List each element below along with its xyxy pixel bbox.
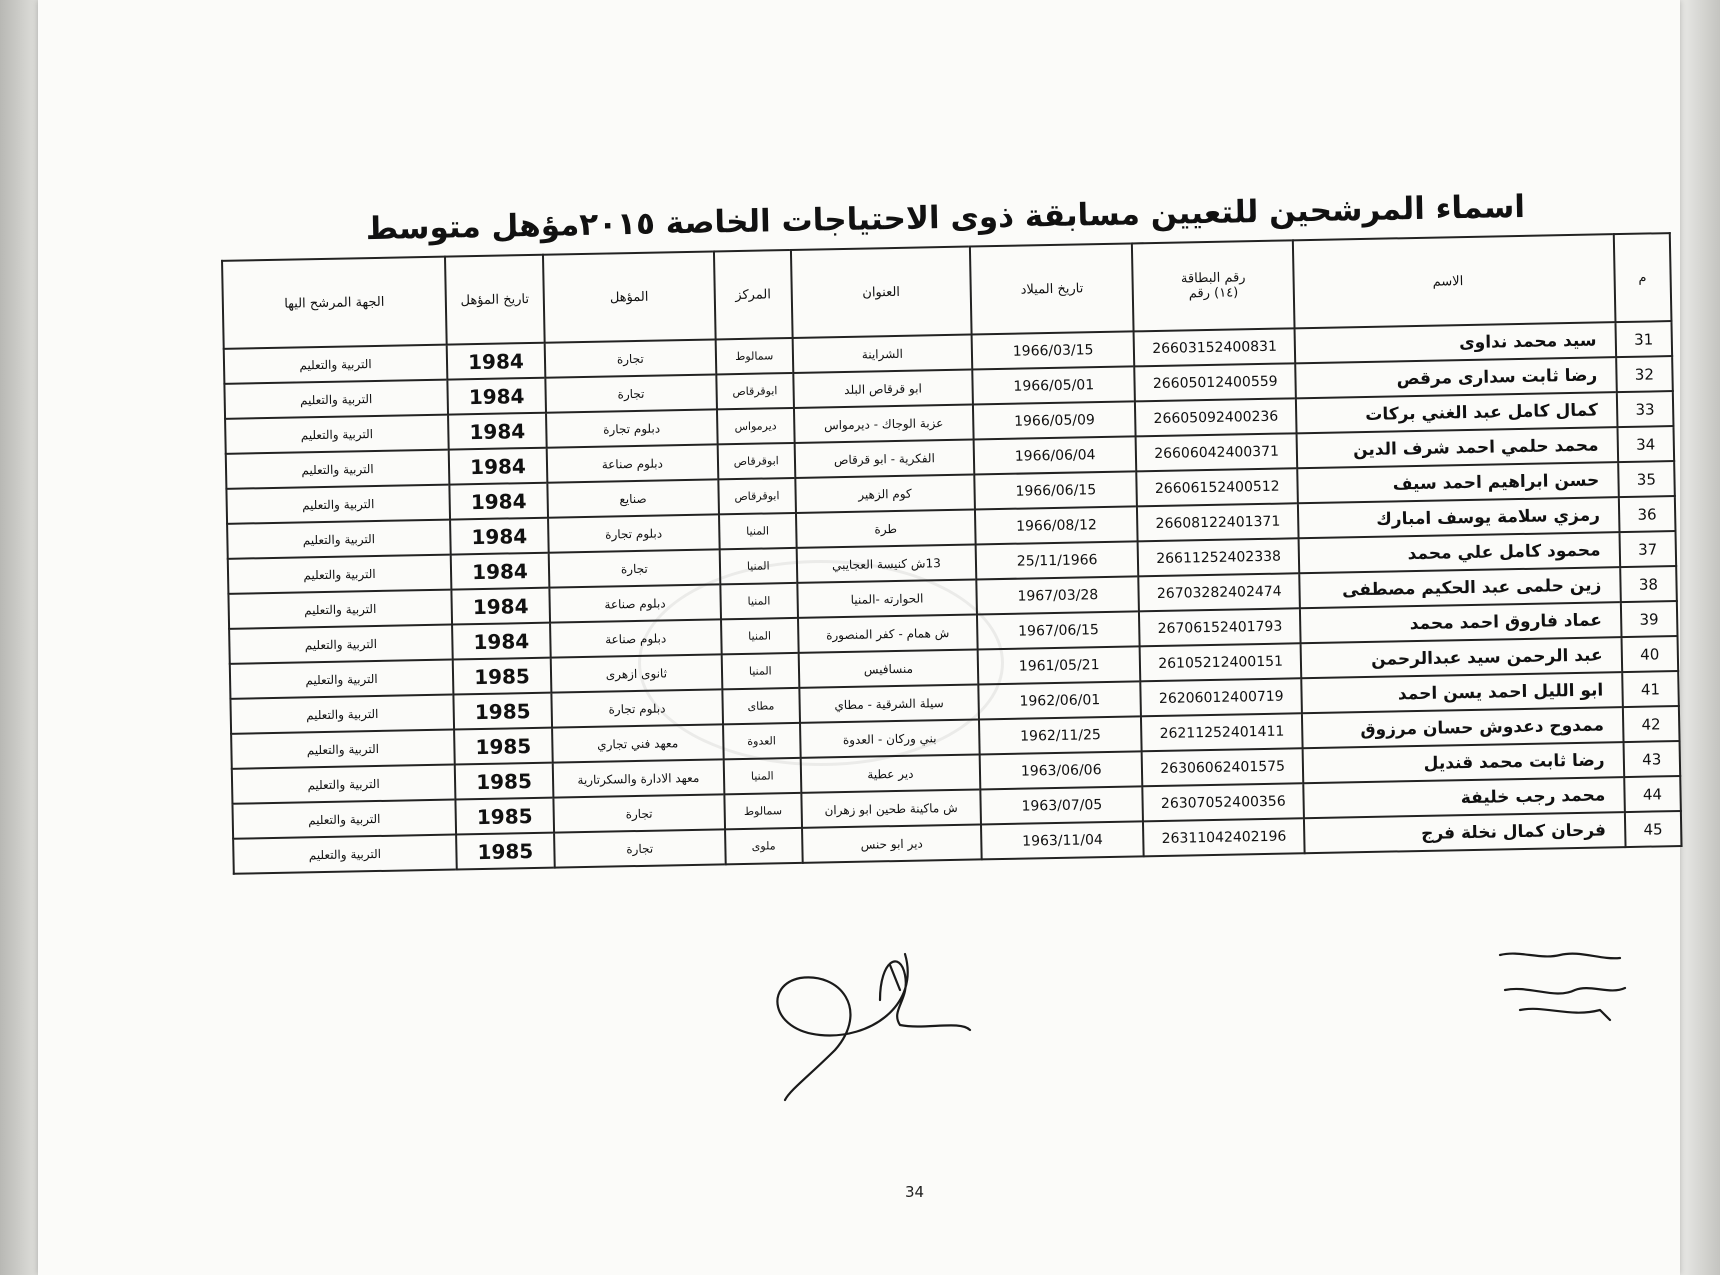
cell-qualification-year: 1984 (450, 518, 549, 555)
cell-qualification: دبلوم تجارة (548, 514, 719, 552)
cell-qualification: تجارة (545, 339, 716, 377)
cell-birth-date: 1966/05/01 (972, 366, 1135, 404)
header-destination: الجهة المرشح اليها (222, 257, 447, 349)
cell-serial: 32 (1616, 356, 1673, 392)
cell-qualification: دبلوم صناعة (547, 444, 718, 482)
cell-name: محمد حلمي احمد شرف الدين (1296, 427, 1617, 468)
cell-name: رضا ثابت محمد قنديل (1302, 742, 1623, 783)
header-id-line1: رقم البطاقة (1180, 270, 1246, 287)
cell-name: حسن ابراهيم احمد سيف (1297, 462, 1618, 503)
scan-border-right (1680, 0, 1720, 1275)
cell-address: ابو قرقاص البلد (793, 370, 973, 408)
cell-id-number: 26603152400831 (1134, 328, 1295, 366)
cell-address: بني وركان - العدوة (800, 719, 980, 757)
cell-serial: 39 (1621, 601, 1678, 637)
cell-destination: التربية والتعليم (232, 765, 456, 804)
cell-birth-date: 25/11/1966 (976, 541, 1139, 579)
cell-address: دير ابو حنس (802, 824, 982, 862)
header-qualification-date: تاريخ المؤهل (445, 255, 545, 345)
page-number: 34 (905, 1183, 925, 1201)
cell-qualification: صنايع (547, 479, 718, 517)
cell-center: سمالوط (715, 338, 793, 374)
cell-qualification-year: 1985 (456, 833, 555, 870)
cell-serial: 41 (1622, 671, 1679, 707)
cell-destination: التربية والتعليم (228, 555, 452, 594)
cell-destination: التربية والتعليم (233, 835, 457, 874)
header-id-number (1132, 240, 1294, 331)
cell-center: ملوى (725, 828, 803, 864)
header-center: المركز (714, 250, 793, 339)
cell-id-number: 26608122401371 (1137, 503, 1298, 541)
cell-address: دير عطية (800, 754, 980, 792)
cell-birth-date: 1962/06/01 (978, 681, 1141, 719)
cell-qualification-year: 1984 (447, 378, 546, 415)
cell-center: المنيا (723, 758, 801, 794)
cell-qualification: دبلوم تجارة (551, 689, 722, 727)
candidates-table (221, 232, 1683, 875)
cell-address: منسافيس (798, 649, 978, 687)
cell-birth-date: 1963/11/04 (981, 821, 1144, 859)
cell-address: الحوارته -المنيا (797, 579, 977, 617)
cell-birth-date: 1967/03/28 (976, 576, 1139, 614)
cell-address: الشراينة (792, 335, 972, 373)
cell-id-number: 26306062401575 (1142, 748, 1303, 786)
cell-address: الفكرية - ابو قرقاص (794, 439, 974, 477)
cell-birth-date: 1961/05/21 (978, 646, 1141, 684)
document-content (220, 186, 1682, 875)
cell-serial: 35 (1618, 461, 1675, 497)
cell-serial: 37 (1619, 531, 1676, 567)
cell-name: عماد فاروق احمد محمد (1300, 602, 1621, 643)
cell-id-number: 26703282402474 (1139, 573, 1300, 611)
cell-id-number: 26605012400559 (1135, 363, 1296, 401)
cell-center: ابوقرقاص (717, 443, 795, 479)
cell-name: سيد محمد نداوى (1294, 322, 1615, 363)
cell-qualification-year: 1984 (452, 623, 551, 660)
cell-name: كمال كامل عبد الغني بركات (1296, 392, 1617, 433)
cell-qualification: تجارة (545, 374, 716, 412)
cell-qualification-year: 1984 (451, 553, 550, 590)
cell-qualification: دبلوم صناعة (549, 584, 720, 622)
cell-qualification-year: 1984 (449, 448, 548, 485)
header-qualification: المؤهل (543, 251, 715, 342)
header-serial: م (1614, 233, 1672, 322)
cell-name: محمد رجب خليفة (1303, 777, 1624, 818)
cell-id-number: 26611252402338 (1138, 538, 1299, 576)
cell-birth-date: 1967/06/15 (977, 611, 1140, 649)
cell-destination: التربية والتعليم (224, 380, 448, 419)
cell-name: عبد الرحمن سيد عبدالرحمن (1300, 637, 1621, 678)
cell-id-number: 26206012400719 (1141, 678, 1302, 716)
cell-address: ش ماكينة طحين ابو زهران (801, 789, 981, 827)
cell-birth-date: 1966/06/15 (974, 471, 1137, 509)
cell-birth-date: 1966/06/04 (974, 436, 1137, 474)
cell-qualification: دبلوم تجارة (546, 409, 717, 447)
cell-qualification: دبلوم صناعة (550, 619, 721, 657)
cell-birth-date: 1966/08/12 (975, 506, 1138, 544)
cell-name: ابو الليل احمد يسن احمد (1301, 672, 1622, 713)
cell-name: ممدوح دعدوش حسان مرزوق (1302, 707, 1623, 748)
cell-center: سمالوط (724, 793, 802, 829)
cell-qualification: تجارة (553, 794, 724, 832)
cell-center: المنيا (721, 653, 799, 689)
cell-destination: التربية والتعليم (230, 695, 454, 734)
cell-address: عزبة الوجاك - ديرمواس (794, 405, 974, 443)
cell-serial: 42 (1623, 706, 1680, 742)
cell-qualification: تجارة (549, 549, 720, 587)
cell-destination: التربية والتعليم (231, 730, 455, 769)
cell-destination: التربية والتعليم (229, 625, 453, 664)
cell-id-number: 26605092400236 (1135, 398, 1296, 436)
cell-qualification: معهد الادارة والسكرتارية (553, 759, 724, 797)
cell-name: زين حلمى عبد الحكيم مصطفى (1299, 567, 1620, 608)
cell-birth-date: 1966/05/09 (973, 401, 1136, 439)
cell-qualification-year: 1984 (448, 413, 547, 450)
cell-serial: 31 (1615, 321, 1672, 357)
cell-qualification-year: 1985 (453, 693, 552, 730)
cell-serial: 45 (1625, 811, 1682, 847)
cell-id-number: 26211252401411 (1141, 713, 1302, 751)
cell-id-number: 26105212400151 (1140, 643, 1301, 681)
cell-name: رمزي سلامة يوسف امبارك (1298, 497, 1619, 538)
cell-center: المنيا (719, 513, 797, 549)
cell-destination: التربية والتعليم (226, 450, 450, 489)
cell-serial: 34 (1617, 426, 1674, 462)
header-id-line2: (١٤) رقم (1188, 285, 1239, 302)
cell-center: العدوة (723, 723, 801, 759)
cell-qualification-year: 1985 (455, 798, 554, 835)
cell-qualification: تجارة (554, 829, 725, 867)
cell-qualification-year: 1984 (451, 588, 550, 625)
cell-id-number: 26606042400371 (1136, 433, 1297, 471)
cell-center: ابوقرقاص (716, 373, 794, 409)
cell-qualification: معهد فني تجاري (552, 724, 723, 762)
cell-id-number: 26606152400512 (1137, 468, 1298, 506)
cell-id-number: 26307052400356 (1143, 783, 1304, 821)
document-title: اسماء المرشحين للتعيين مسابقة ذوى الاحتياجات الخاصة ٢٠١٥مؤهل متوسط (365, 188, 1526, 248)
cell-destination: التربية والتعليم (224, 345, 448, 384)
cell-center: ابوقرقاص (718, 478, 796, 514)
cell-center: مطاى (722, 688, 800, 724)
cell-id-number: 26311042402196 (1143, 818, 1304, 856)
header-address: العنوان (791, 247, 972, 338)
cell-serial: 40 (1621, 636, 1678, 672)
cell-destination: التربية والتعليم (232, 800, 456, 839)
cell-serial: 38 (1620, 566, 1677, 602)
cell-birth-date: 1963/07/05 (980, 786, 1143, 824)
cell-qualification-year: 1984 (449, 483, 548, 520)
cell-destination: التربية والتعليم (227, 520, 451, 559)
cell-qualification-year: 1985 (454, 728, 553, 765)
cell-address: 13ش كنيسة العجايبي (796, 544, 976, 582)
header-name: الاسم (1293, 234, 1615, 328)
cell-destination: التربية والتعليم (225, 415, 449, 454)
cell-destination: التربية والتعليم (226, 485, 450, 524)
cell-id-number: 26706152401793 (1139, 608, 1300, 646)
cell-serial: 33 (1617, 391, 1674, 427)
header-birth-date: تاريخ الميلاد (970, 243, 1134, 334)
cell-qualification: ثانوى ازهرى (551, 654, 722, 692)
cell-center: المنيا (719, 548, 797, 584)
cell-serial: 44 (1624, 776, 1681, 812)
cell-qualification-year: 1985 (453, 658, 552, 695)
cell-birth-date: 1966/03/15 (972, 331, 1135, 369)
cell-qualification-year: 1985 (455, 763, 554, 800)
cell-address: طرة (796, 509, 976, 547)
cell-address: كوم الزهير (795, 474, 975, 512)
scan-border-left (0, 0, 40, 1275)
cell-name: رضا ثابت سدارى مرقص (1295, 357, 1616, 398)
cell-address: ش همام - كفر المنصورة (798, 614, 978, 652)
cell-qualification-year: 1984 (447, 343, 546, 380)
table-body (224, 321, 1682, 874)
cell-center: ديرمواس (717, 408, 795, 444)
cell-center: المنيا (721, 618, 799, 654)
cell-destination: التربية والتعليم (230, 660, 454, 699)
cell-birth-date: 1962/11/25 (979, 716, 1142, 754)
cell-destination: التربية والتعليم (228, 590, 452, 629)
cell-birth-date: 1963/06/06 (980, 751, 1143, 789)
cell-serial: 36 (1619, 496, 1676, 532)
cell-name: محمود كامل علي محمد (1298, 532, 1619, 573)
cell-name: فرحان كمال نخلة فرج (1304, 812, 1625, 853)
cell-center: المنيا (720, 583, 798, 619)
cell-serial: 43 (1623, 741, 1680, 777)
cell-address: سيلة الشرقية - مطاي (799, 684, 979, 722)
